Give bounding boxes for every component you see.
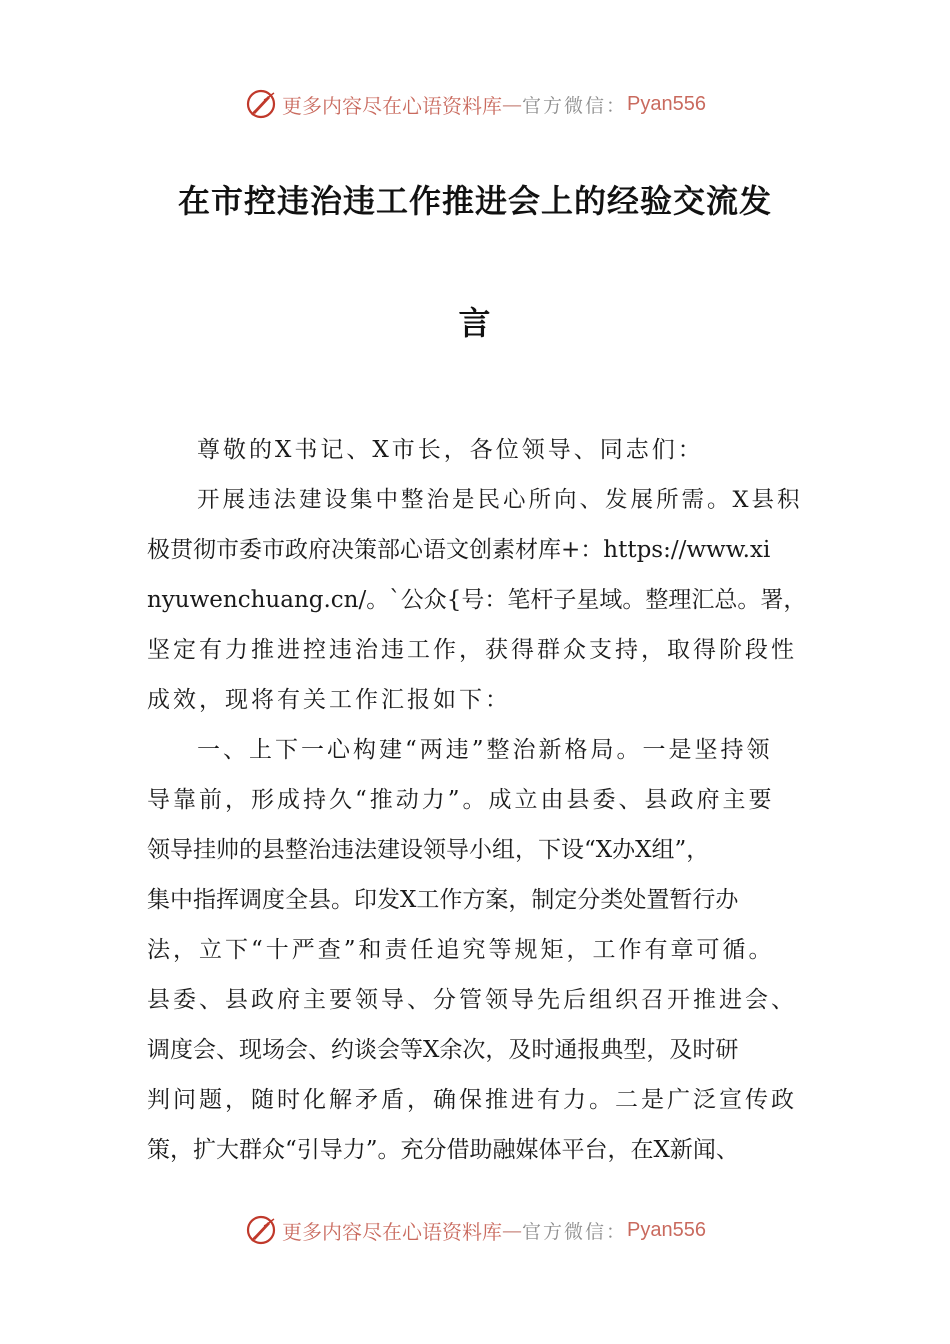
banner-slogan: 更多内容尽在心语资料库 xyxy=(282,1219,502,1244)
banner-slogan: 更多内容尽在心语资料库 xyxy=(282,93,502,118)
body-line: 极贯彻市委市政府决策部心语文创素材库+：https://www.xi xyxy=(147,537,771,563)
body-line: 集中指挥调度全县。印发X工作方案，制定分类处置暂行办 xyxy=(147,887,739,913)
banner-wechat-id: Pyan556 xyxy=(627,1218,706,1241)
banner-wechat-label: 官方微信： xyxy=(522,94,628,117)
body-line: 县委、县政府主要领导、分管领导先后组织召开推进会、 xyxy=(147,987,797,1013)
banner-wechat-label: 官方微信： xyxy=(522,1220,628,1243)
quill-logo-icon xyxy=(244,1213,278,1247)
body-line: 开展违法建设集中整治是民心所向、发展所需。X县积 xyxy=(197,487,803,513)
header-watermark-banner xyxy=(0,84,950,124)
body-line: 法，立下“十严查”和责任追究等规矩，工作有章可循。 xyxy=(147,937,775,963)
body-line-salutation: 尊敬的X书记、X市长，各位领导、同志们： xyxy=(197,437,704,463)
body-line: nyuwenchuang.cn/。`公众{号：笔杆子星域。整理汇总。署， xyxy=(147,587,807,613)
document-title-line-2: 言 xyxy=(458,304,492,342)
document-title-line-1: 在市控违治违工作推进会上的经验交流发 xyxy=(177,182,772,220)
quill-logo-icon xyxy=(244,87,278,121)
body-line: 领导挂帅的县整治违法建设领导小组，下设“X办X组”， xyxy=(147,837,710,863)
body-line: 一、上下一心构建“两违”整治新格局。一是坚持领 xyxy=(197,737,773,763)
banner-dash: — xyxy=(502,92,522,116)
banner-dash: — xyxy=(502,1218,522,1242)
body-line: 判问题，随时化解矛盾，确保推进有力。二是广泛宣传政 xyxy=(147,1087,797,1113)
body-line: 策，扩大群众“引导力”。充分借助融媒体平台，在X新闻、 xyxy=(147,1137,739,1163)
footer-watermark-banner xyxy=(0,1210,950,1250)
banner-wechat-id: Pyan556 xyxy=(627,92,706,115)
body-line: 成效，现将有关工作汇报如下： xyxy=(147,687,511,713)
body-line: 导靠前，形成持久“推动力”。成立由县委、县政府主要 xyxy=(147,787,775,813)
document-body xyxy=(147,425,807,1175)
body-line: 调度会、现场会、约谈会等X余次，及时通报典型，及时研 xyxy=(147,1037,739,1063)
body-line: 坚定有力推进控违治违工作，获得群众支持，取得阶段性 xyxy=(147,637,797,663)
